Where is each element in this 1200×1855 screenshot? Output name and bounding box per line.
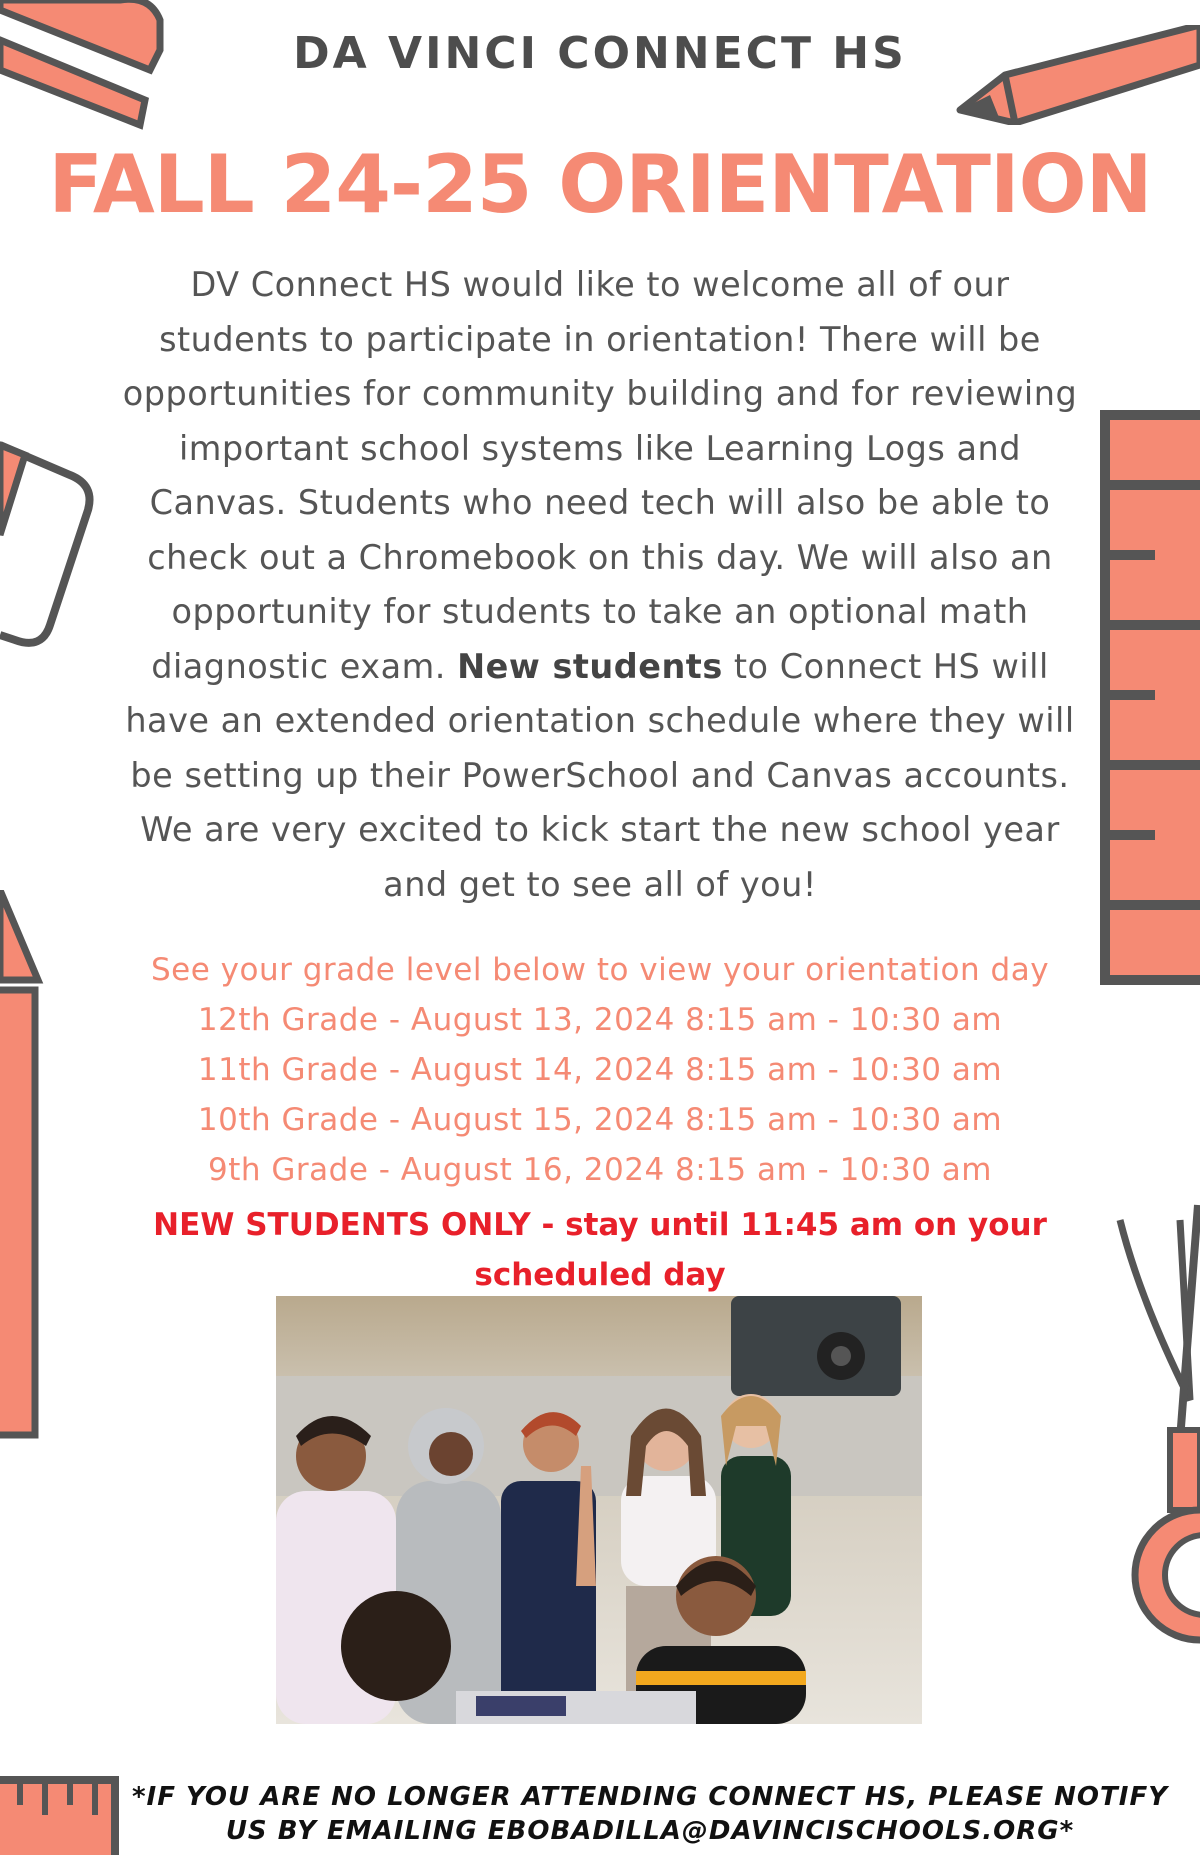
ruler-bottom-icon <box>0 1775 120 1855</box>
students-photo <box>276 1296 922 1724</box>
new-students-note: NEW STUDENTS ONLY - stay until 11:45 am on your scheduled day <box>153 1207 1047 1293</box>
intro-bold-new-students: New students <box>457 646 723 686</box>
page-title: FALL 24-25 ORIENTATION <box>48 138 1152 231</box>
grade-11-line: 11th Grade - August 14, 2024 8:15 am - 10:30 am <box>197 1052 1003 1088</box>
footer-notice: *IF YOU ARE NO LONGER ATTENDING CONNECT HS, PLEASE NOTIFY US BY EMAILING EBOBADILLA@DAVINCISCHOOLS.ORG* <box>131 1782 1169 1846</box>
intro-text-1: DV Connect HS would like to welcome all of our students to participate in orientation! There will be opportunities for community building and for reviewing important school systems like Learning Logs and Canvas. Students who need tech will also be able to check out a Chromebook on this day. We will also an opportunity for students to take an optional math diagnostic exam. <box>122 265 1078 686</box>
school-name: DA VINCI CONNECT HS <box>293 28 907 79</box>
grade-12-line: 12th Grade - August 13, 2024 8:15 am - 10:30 am <box>197 1002 1003 1038</box>
intro-text-2: to Connect HS will have an extended orientation schedule where they will be setting up their PowerSchool and Canvas accounts. We are very excited to kick start the new school year and get to see all of you! <box>125 646 1075 904</box>
schedule-heading: See your grade level below to view your orientation day <box>150 952 1050 988</box>
scissors-icon <box>1110 1200 1200 1660</box>
eraser-icon <box>0 440 100 650</box>
grade-9-line: 9th Grade - August 16, 2024 8:15 am - 10:30 am <box>208 1152 992 1188</box>
schedule-list <box>0 945 1200 1195</box>
intro-paragraph <box>115 258 1085 912</box>
ruler-icon <box>1100 410 1200 985</box>
grade-10-line: 10th Grade - August 15, 2024 8:15 am - 10:30 am <box>197 1102 1003 1138</box>
